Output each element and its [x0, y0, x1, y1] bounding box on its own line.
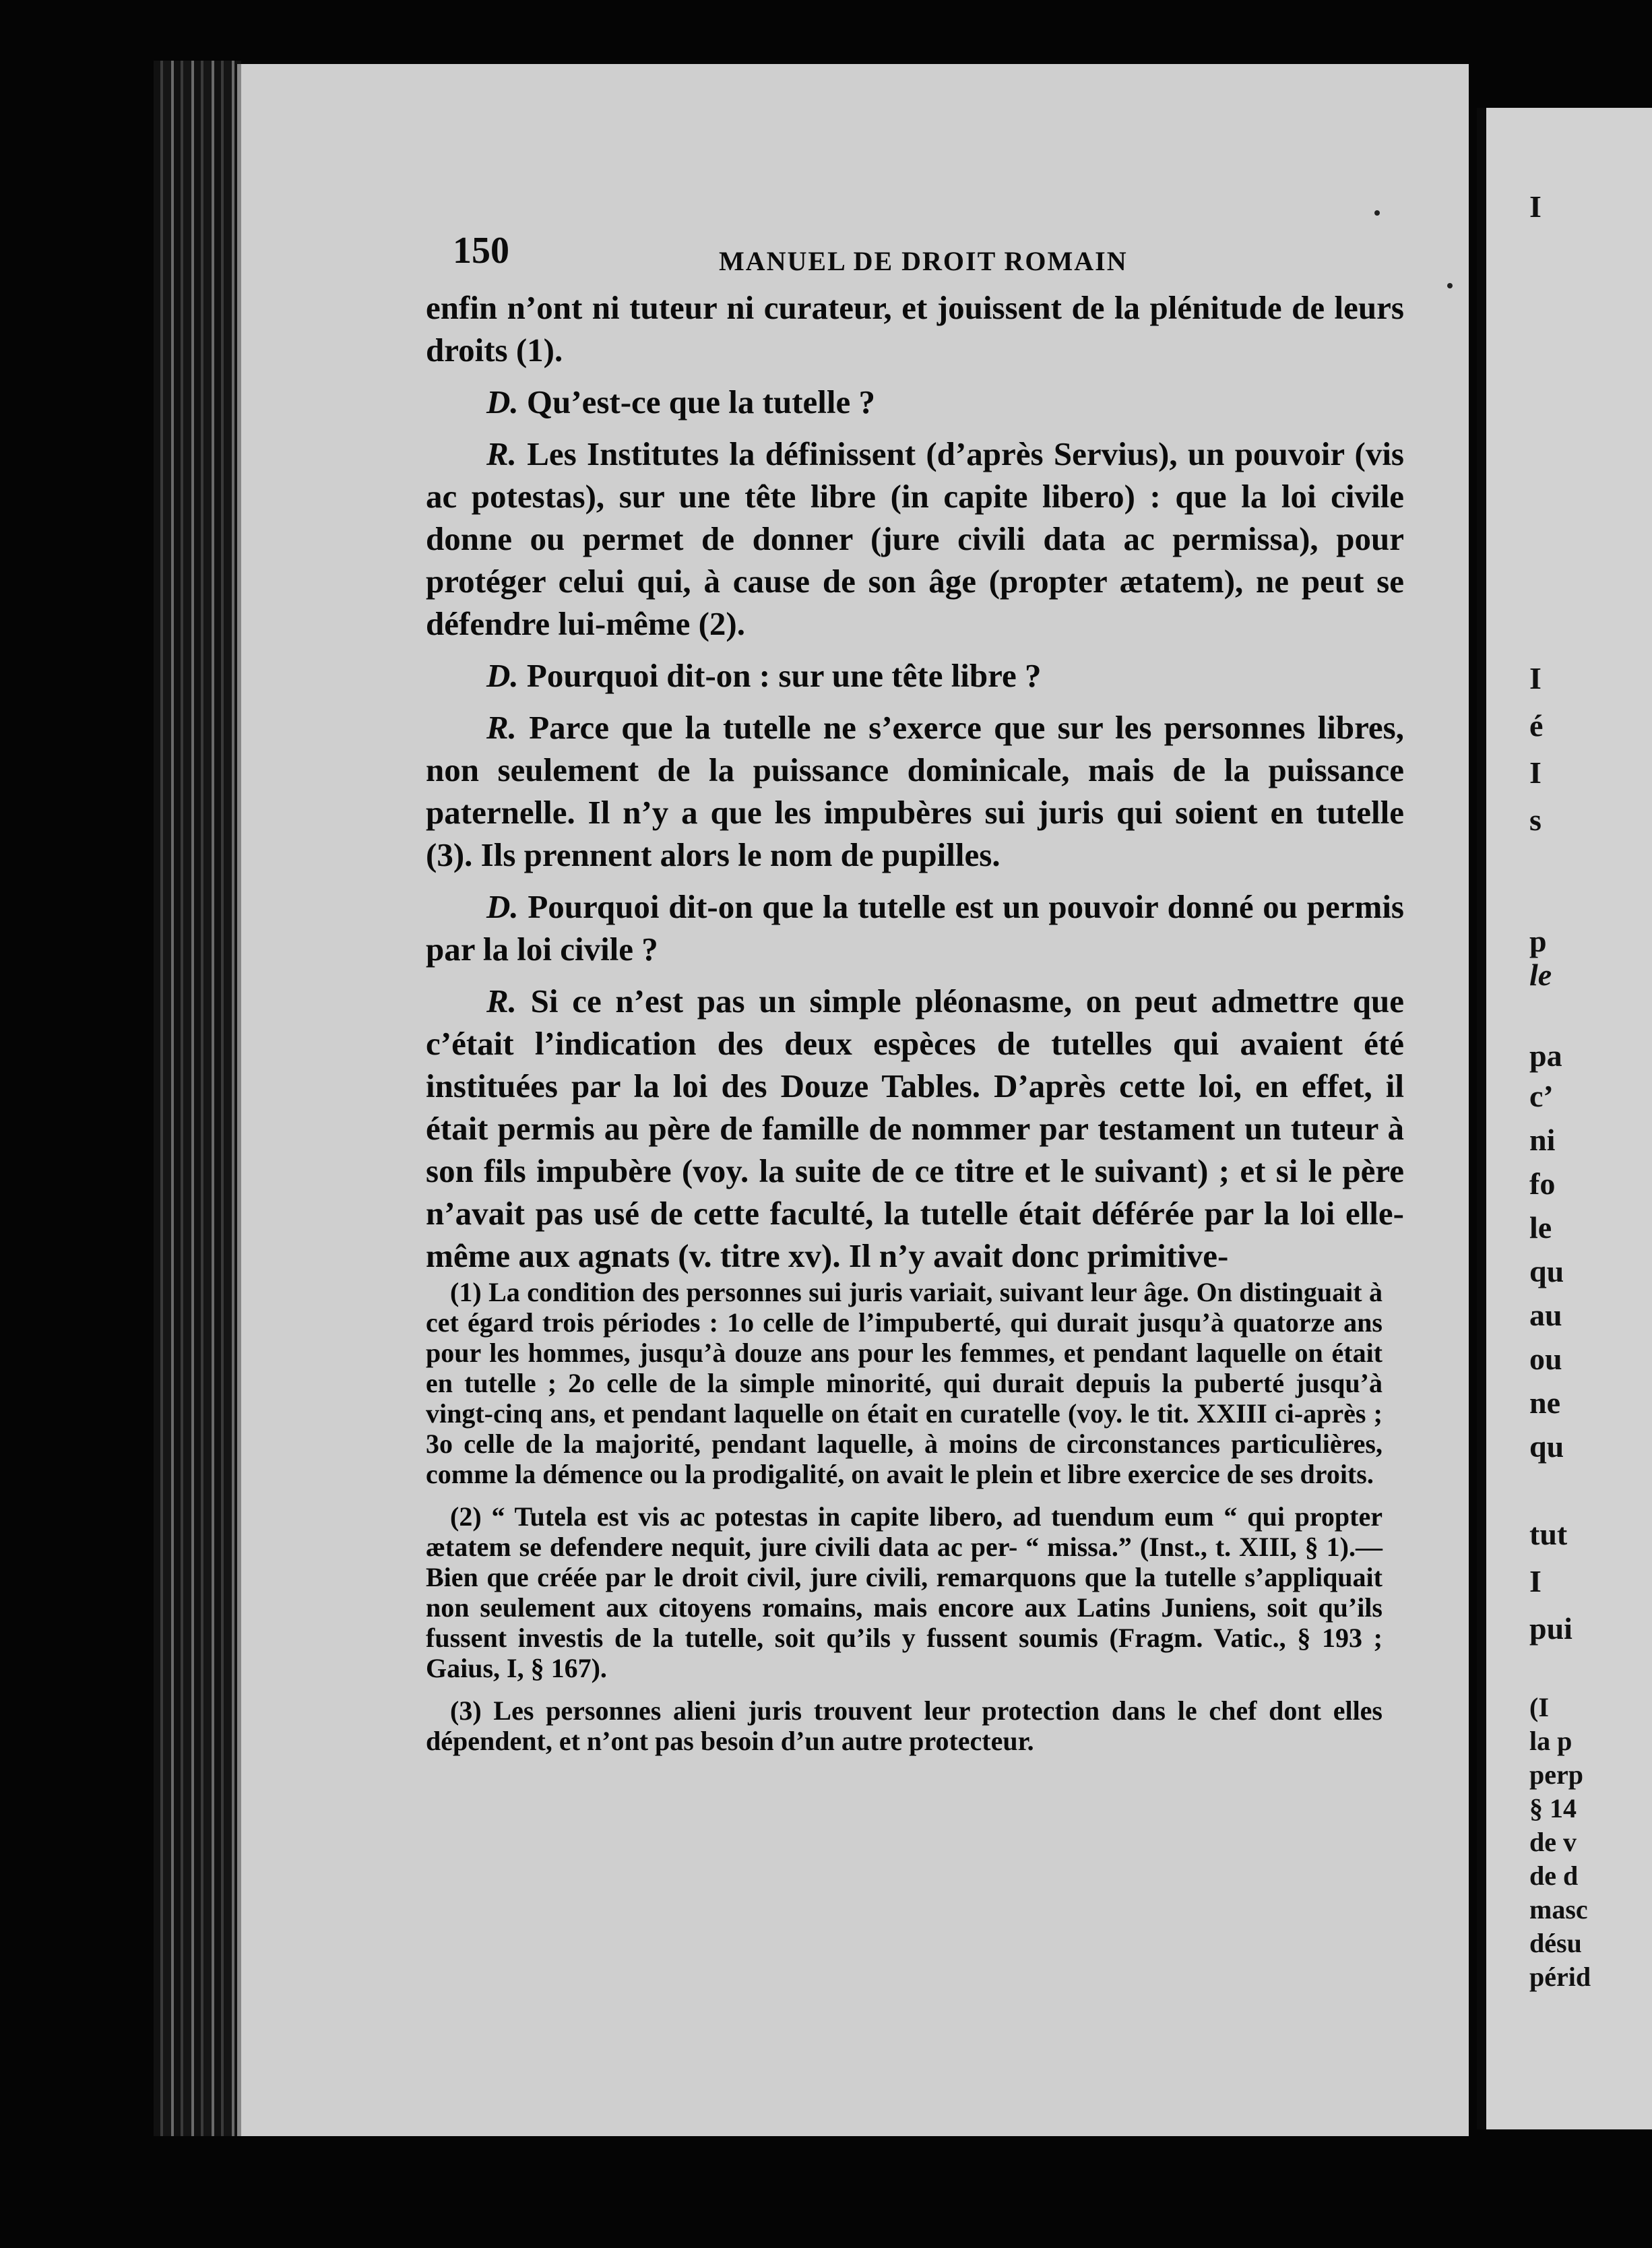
footnote: (3) Les personnes alieni juris trouvent leur protection dans le chef dont elles dépendent, et n’ont pas besoin d’un autre protecteur. — [426, 1695, 1383, 1756]
dialogue-marker: R. — [486, 709, 517, 746]
paragraph-text: Pourquoi dit-on : sur une tête libre ? — [526, 657, 1042, 694]
question-paragraph — [426, 885, 1404, 970]
adjacent-fragment: c’ — [1529, 1079, 1554, 1113]
adjacent-fragment: ou — [1529, 1342, 1562, 1376]
dialogue-marker: D. — [486, 888, 519, 925]
adjacent-fragment: masc — [1529, 1894, 1588, 1925]
adjacent-fragment: désu — [1529, 1928, 1582, 1958]
adjacent-fragment: fo — [1529, 1166, 1556, 1201]
paragraph-text: Parce que la tutelle ne s’exerce que sur les personnes libres, non seulement de la puissance dominicale, mais de la puissance paternelle. Il n’y a que les impubères sui juris qui soient en tutelle (3). Ils prennent alors le nom de pupilles. — [426, 709, 1404, 873]
adjacent-fragment: § 14 — [1529, 1793, 1577, 1823]
book-binding-edge — [154, 61, 241, 2136]
adjacent-fragment: pa — [1529, 1038, 1562, 1073]
answer-paragraph — [426, 433, 1404, 645]
paragraph-text: Si ce n’est pas un simple pléonasme, on peut admettre que c’était l’indication des deux espèces de tutelles qui avaient été instituées par la loi des Douze Tables. D’après cette loi, en effet, il était permis au père de famille de nommer par testament un tuteur à son fils impubère (voy. la suite de ce titre et le suivant) ; et si le père n’avait pas usé de cette faculté, la tutelle était déférée par la loi elle-même aux agnats (v. titre xv). Il n’y avait donc primitive- — [426, 982, 1405, 1274]
dialogue-marker: R. — [486, 435, 517, 472]
adjacent-fragment: la p — [1529, 1726, 1572, 1756]
adjacent-fragment: qu — [1529, 1429, 1564, 1464]
adjacent-fragment: le — [1529, 958, 1552, 992]
main-text — [426, 286, 1404, 1286]
adjacent-fragment: I — [1529, 661, 1542, 695]
adjacent-fragment: tut — [1529, 1517, 1568, 1551]
ink-speck — [1374, 210, 1380, 216]
dialogue-marker: D. — [486, 383, 519, 420]
adjacent-fragment: le — [1529, 1210, 1552, 1245]
adjacent-fragment: perp — [1529, 1759, 1583, 1790]
adjacent-fragment: p — [1529, 924, 1547, 958]
adjacent-fragment: s — [1529, 803, 1542, 837]
footnote: (1) La condition des personnes sui juris variait, suivant leur âge. On distinguait à cet égard trois périodes : 1o celle de l’impuberté, qui durait jusqu’à quatorze ans pour les hommes, jusqu’à douze ans pour les femmes, et pendant laquelle on était en tutelle ; 2o celle de la simple minorité, qui durait depuis la puberté jusqu’à vingt-cinq ans, et pendant laquelle on était en curatelle (voy. le tit. XXIII ci-après ; 3o celle de la majorité, pendant laquelle, à moins de circonstances particulières, comme la démence ou la prodigalité, on avait le plein et libre exercice de ses droits. — [426, 1277, 1383, 1489]
paragraph-text: enfin n’ont ni tuteur ni curateur, et jouissent de la plénitude de leurs droits (1). — [426, 289, 1404, 369]
adjacent-fragment: qu — [1529, 1254, 1564, 1288]
adjacent-fragment: (I — [1529, 1692, 1549, 1722]
running-head — [453, 222, 1430, 276]
paragraph — [426, 286, 1404, 371]
adjacent-fragment: é — [1529, 708, 1544, 743]
dialogue-marker: D. — [486, 657, 519, 694]
page-number: 150 — [453, 230, 509, 272]
adjacent-fragment: périd — [1529, 1962, 1591, 1992]
paragraph-text: Les Institutes la définissent (d’après Servius), un pouvoir (vis ac potestas), sur une tête libre (in capite libero) : que la loi civile donne ou permet de donner (jure civili data ac permissa), pour protéger celui qui, à cause de son âge (propter ætatem), ne peut se défendre lui-même (2). — [426, 435, 1405, 642]
adjacent-fragment: ne — [1529, 1385, 1560, 1420]
paragraph-text: Pourquoi dit-on que la tutelle est un pouvoir donné ou permis par la loi civile ? — [426, 888, 1405, 968]
footnotes — [426, 1277, 1383, 1768]
question-paragraph — [426, 381, 1404, 423]
ink-speck — [1447, 283, 1453, 288]
answer-paragraph — [426, 706, 1404, 876]
adjacent-fragment: I — [1529, 189, 1542, 224]
adjacent-fragment: I — [1529, 1564, 1542, 1598]
question-paragraph — [426, 654, 1404, 697]
adjacent-fragment: I — [1529, 755, 1542, 790]
answer-paragraph — [426, 980, 1404, 1277]
adjacent-fragment: ni — [1529, 1123, 1556, 1157]
dialogue-marker: R. — [486, 982, 517, 1020]
adjacent-fragment: de d — [1529, 1861, 1579, 1891]
paragraph-text: Qu’est-ce que la tutelle ? — [526, 383, 875, 420]
footnote: (2) “ Tutela est vis ac potestas in capite libero, ad tuendum eum “ qui propter ætatem se defendere nequit, jure civili data ac per- “ missa.” (Inst., t. XIII, § 1).—Bien que créée par le droit civil, jure civili, remarquons que la tutelle s’appliquait non seulement aux citoyens romains, mais encore aux Latins Juniens, soit qu’ils fussent investis de la tutelle, soit qu’ils y fussent soumis (Fragm. Vatic., § 193 ; Gaius, I, § 167). — [426, 1501, 1383, 1683]
adjacent-fragment: pui — [1529, 1611, 1572, 1646]
adjacent-fragment: de v — [1529, 1827, 1577, 1857]
adjacent-page — [1477, 108, 1652, 2129]
adjacent-fragment: au — [1529, 1298, 1562, 1332]
running-head-title: MANUEL DE DROIT ROMAIN — [719, 246, 1128, 276]
gutter-shadow — [1477, 108, 1486, 2129]
